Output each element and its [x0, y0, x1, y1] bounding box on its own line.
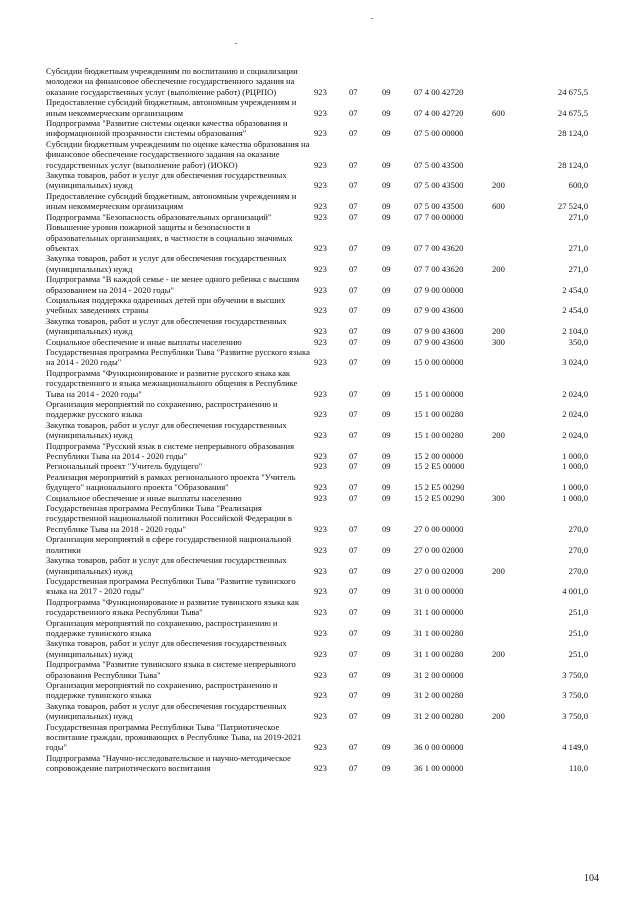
- row-section: 07: [349, 482, 358, 493]
- row-amount: 27 524,0: [557, 201, 588, 212]
- table-row: [46, 399, 588, 420]
- row-subsection: 09: [382, 357, 391, 368]
- row-section: 07: [349, 86, 358, 97]
- row-name: Подпрограмма "Развитие тувинского языка в системе непрерывного образования Республики Тыва": [46, 659, 296, 680]
- table-row: [46, 66, 588, 97]
- row-subsection: 09: [382, 128, 391, 139]
- row-section: 07: [349, 263, 358, 274]
- row-name: Подпрограмма "Развитие системы оценки качества образования и информационной прозрачности системы образования": [46, 118, 288, 139]
- row-expense-type: 200: [492, 180, 505, 191]
- budget-table-body: [46, 66, 588, 774]
- row-subsection: 09: [382, 523, 391, 534]
- row-expense-type: [492, 139, 532, 170]
- row-name: Закупка товаров, работ и услуг для обеспечения государственных (муниципальных) нужд: [46, 253, 287, 274]
- row-name: Государственная программа Республики Тыва "Развитие русского языка на 2014 - 2020 годы": [46, 346, 310, 368]
- row-name: Социальное обеспечение и иные выплаты населению: [46, 336, 242, 347]
- row-name: Подпрограмма "Безопасность образовательных организаций": [46, 211, 272, 222]
- row-subsection: 09: [382, 586, 391, 597]
- row-expense-type: [492, 368, 532, 399]
- row-target-article: 31 2 00 00280: [414, 711, 464, 722]
- row-subsection: 09: [382, 201, 391, 212]
- scan-speck: [371, 18, 373, 19]
- row-target-article: 36 0 00 00000: [414, 742, 464, 753]
- row-subsection: 09: [382, 763, 391, 774]
- row-expense-type: [492, 503, 532, 534]
- scan-speck: [235, 43, 237, 44]
- row-grbs: 923: [314, 86, 327, 97]
- row-amount: 2 024,0: [562, 388, 588, 399]
- row-subsection: 09: [382, 430, 391, 441]
- row-amount: 4 001,0: [562, 586, 588, 597]
- row-expense-type: 200: [492, 648, 505, 659]
- table-row: [46, 472, 588, 493]
- row-expense-type: [492, 274, 532, 295]
- row-expense-type: [492, 472, 532, 493]
- row-name: Подпрограмма "Русский язык в системе непрерывного образования Республики Тыва на 2014 - 2020 годы": [46, 440, 295, 462]
- row-target-article: 07 4 00 42720: [414, 86, 464, 97]
- row-section: 07: [349, 128, 358, 139]
- row-target-article: 31 2 00 00280: [414, 690, 464, 701]
- row-target-article: 31 0 00 00000: [414, 586, 464, 597]
- table-row: [46, 722, 588, 753]
- row-section: 07: [349, 201, 358, 212]
- row-amount: 1 000,0: [562, 492, 588, 503]
- row-subsection: 09: [382, 336, 391, 347]
- row-expense-type: [492, 295, 532, 316]
- row-target-article: 07 5 00 43500: [414, 201, 464, 212]
- row-expense-type: [492, 534, 532, 555]
- row-grbs: 923: [314, 211, 327, 222]
- row-section: 07: [349, 326, 358, 337]
- row-section: 07: [349, 669, 358, 680]
- row-expense-type: [492, 597, 532, 618]
- budget-table: [46, 66, 588, 774]
- row-subsection: 09: [382, 565, 391, 576]
- row-subsection: 09: [382, 180, 391, 191]
- row-section: 07: [349, 461, 358, 472]
- row-name: Региональный проект "Учитель будущего": [46, 461, 203, 472]
- row-grbs: 923: [314, 607, 327, 618]
- row-name: Социальное обеспечение и иные выплаты населению: [46, 492, 242, 503]
- row-name: Организация мероприятий по сохранению, распространению и поддержке тувинского языка: [46, 617, 278, 638]
- row-section: 07: [349, 388, 358, 399]
- row-expense-type: [492, 118, 532, 139]
- row-subsection: 09: [382, 711, 391, 722]
- row-amount: 270,0: [568, 523, 588, 534]
- row-amount: 24 675,5: [557, 86, 588, 97]
- row-amount: 271,0: [568, 263, 588, 274]
- row-grbs: 923: [314, 461, 327, 472]
- row-amount: 271,0: [568, 211, 588, 222]
- table-row: [46, 368, 588, 399]
- row-target-article: 07 9 00 43600: [414, 326, 464, 337]
- row-subsection: 09: [382, 451, 391, 462]
- row-target-article: 07 5 00 43500: [414, 180, 464, 191]
- row-expense-type: 200: [492, 263, 505, 274]
- table-row: [46, 618, 588, 639]
- row-target-article: 07 5 00 00000: [414, 128, 464, 139]
- row-amount: 2 024,0: [562, 430, 588, 441]
- row-expense-type: 200: [492, 565, 505, 576]
- row-expense-type: [492, 753, 532, 774]
- table-row: [46, 659, 588, 680]
- row-section: 07: [349, 565, 358, 576]
- row-section: 07: [349, 690, 358, 701]
- row-amount: 251,0: [568, 627, 588, 638]
- row-name: Государственная программа Республики Тыва "Развитие тувинского языка на 2017 - 2020 годы": [46, 575, 296, 597]
- row-subsection: 09: [382, 263, 391, 274]
- table-row: [46, 118, 588, 139]
- row-name: Субсидии бюджетным учреждениям по оценке качества образования на финансовое обеспечение государственного задания на оказание государственных услуг (выполнение работ) (ИОКО): [46, 138, 310, 170]
- row-expense-type: 200: [492, 430, 505, 441]
- row-name: Закупка товаров, работ и услуг для обеспечения государственных (муниципальных) нужд: [46, 419, 287, 441]
- row-amount: 271,0: [568, 242, 588, 253]
- row-section: 07: [349, 284, 358, 295]
- row-subsection: 09: [382, 492, 391, 503]
- row-grbs: 923: [314, 648, 327, 659]
- row-section: 07: [349, 763, 358, 774]
- row-amount: 1 000,0: [562, 451, 588, 462]
- table-row: [46, 170, 588, 191]
- row-target-article: 27 0 00 00000: [414, 523, 464, 534]
- row-name: Реализация мероприятий в рамках регионального проекта "Учитель будущего" национального проекта "Образования": [46, 471, 296, 493]
- row-target-article: 31 1 00 00000: [414, 607, 464, 618]
- row-name: Субсидии бюджетным учреждениям по воспитанию и социализации молодежи на финансовое обеспечение государственного задания на оказание государственных услуг (выполнение работ) (РЦРПО): [46, 66, 298, 97]
- row-section: 07: [349, 742, 358, 753]
- table-row: [46, 753, 588, 774]
- row-name: Подпрограмма "Научно-исследовательское и научно-методическое сопровождение патриотического воспитания: [46, 752, 291, 774]
- row-grbs: 923: [314, 627, 327, 638]
- row-target-article: 07 4 00 42720: [414, 107, 464, 118]
- row-name: Предоставление субсидий бюджетным, автономным учреждениям и иным некоммерческим организациям: [46, 97, 297, 118]
- row-grbs: 923: [314, 523, 327, 534]
- row-amount: 3 024,0: [562, 357, 588, 368]
- row-grbs: 923: [314, 409, 327, 420]
- table-row: [46, 191, 588, 212]
- row-name: Организация мероприятий в сфере государственной национальной политики: [46, 534, 292, 555]
- row-section: 07: [349, 430, 358, 441]
- row-grbs: 923: [314, 763, 327, 774]
- row-subsection: 09: [382, 242, 391, 253]
- row-grbs: 923: [314, 159, 327, 170]
- row-subsection: 09: [382, 388, 391, 399]
- row-section: 07: [349, 242, 358, 253]
- row-amount: 270,0: [568, 544, 588, 555]
- row-amount: 28 124,0: [557, 159, 588, 170]
- row-expense-type: [492, 722, 532, 753]
- row-amount: 24 675,5: [557, 107, 588, 118]
- row-expense-type: [492, 461, 532, 471]
- table-row: [46, 139, 588, 170]
- table-row: [46, 347, 588, 368]
- row-section: 07: [349, 305, 358, 316]
- page-number: 104: [584, 873, 599, 884]
- row-grbs: 923: [314, 180, 327, 191]
- table-row: [46, 420, 588, 441]
- row-grbs: 923: [314, 742, 327, 753]
- row-target-article: 15 2 E5 00290: [414, 482, 465, 493]
- row-subsection: 09: [382, 107, 391, 118]
- row-section: 07: [349, 159, 358, 170]
- row-expense-type: [492, 222, 532, 253]
- table-row: [46, 680, 588, 701]
- row-expense-type: 200: [492, 326, 505, 337]
- row-grbs: 923: [314, 482, 327, 493]
- row-expense-type: 600: [492, 107, 505, 118]
- row-grbs: 923: [314, 586, 327, 597]
- row-amount: 2 454,0: [562, 305, 588, 316]
- row-expense-type: 300: [492, 336, 505, 347]
- row-target-article: 27 0 00 02000: [414, 565, 464, 576]
- row-name: Закупка товаров, работ и услуг для обеспечения государственных (муниципальных) нужд: [46, 315, 287, 337]
- row-target-article: 07 9 00 00000: [414, 284, 464, 295]
- row-grbs: 923: [314, 711, 327, 722]
- row-name: Организация мероприятий по сохранению, распространению и поддержке тувинского языка: [46, 679, 278, 701]
- row-name: Закупка товаров, работ и услуг для обеспечения государственных (муниципальных) нужд: [46, 170, 287, 191]
- row-target-article: 15 1 00 00280: [414, 409, 464, 420]
- row-grbs: 923: [314, 305, 327, 316]
- row-subsection: 09: [382, 305, 391, 316]
- row-amount: 251,0: [568, 648, 588, 659]
- table-row: [46, 503, 588, 534]
- row-subsection: 09: [382, 284, 391, 295]
- row-expense-type: [492, 618, 532, 639]
- row-amount: 270,0: [568, 565, 588, 576]
- row-target-article: 31 2 00 00000: [414, 669, 464, 680]
- row-amount: 2 104,0: [562, 326, 588, 337]
- row-grbs: 923: [314, 565, 327, 576]
- row-target-article: 36 1 00 00000: [414, 763, 464, 774]
- row-grbs: 923: [314, 492, 327, 503]
- row-amount: 3 750,0: [562, 711, 588, 722]
- row-expense-type: [492, 576, 532, 597]
- row-grbs: 923: [314, 336, 327, 347]
- row-subsection: 09: [382, 211, 391, 222]
- row-amount: 4 149,0: [562, 742, 588, 753]
- row-subsection: 09: [382, 409, 391, 420]
- table-row: [46, 597, 588, 618]
- row-name: Подпрограмма "Функционирование и развитие русского языка как государственного и языка межнационального общения в Республике Тыва на 2014 - 2020 годы": [46, 367, 298, 399]
- row-expense-type: [492, 66, 532, 97]
- row-subsection: 09: [382, 690, 391, 701]
- row-target-article: 07 5 00 43500: [414, 159, 464, 170]
- row-subsection: 09: [382, 544, 391, 555]
- row-name: Организация мероприятий по сохранению, распространению и поддержке русского языка: [46, 399, 278, 420]
- row-name: Государственная программа Республики Тыва "Патриотическое воспитание граждан, проживающих в Республике Тыва, на 2019-2021 годы": [46, 721, 302, 753]
- table-row: [46, 212, 588, 222]
- row-grbs: 923: [314, 201, 327, 212]
- row-section: 07: [349, 711, 358, 722]
- row-expense-type: [492, 441, 532, 462]
- row-section: 07: [349, 180, 358, 191]
- row-amount: 110,0: [568, 763, 588, 774]
- table-row: [46, 337, 588, 347]
- row-subsection: 09: [382, 648, 391, 659]
- row-subsection: 09: [382, 86, 391, 97]
- row-grbs: 923: [314, 430, 327, 441]
- row-grbs: 923: [314, 107, 327, 118]
- row-section: 07: [349, 409, 358, 420]
- row-target-article: 15 2 E5 00290: [414, 492, 465, 503]
- table-row: [46, 316, 588, 337]
- row-target-article: 15 2 E5 00000: [414, 461, 465, 472]
- row-target-article: 31 1 00 00280: [414, 627, 464, 638]
- table-row: [46, 461, 588, 471]
- row-section: 07: [349, 107, 358, 118]
- row-name: Закупка товаров, работ и услуг для обеспечения государственных (муниципальных) нужд: [46, 555, 287, 576]
- row-target-article: 15 0 00 00000: [414, 357, 464, 368]
- row-subsection: 09: [382, 326, 391, 337]
- row-amount: 1 000,0: [562, 482, 588, 493]
- table-row: [46, 638, 588, 659]
- row-expense-type: 300: [492, 492, 505, 503]
- row-section: 07: [349, 648, 358, 659]
- row-target-article: 15 1 00 00280: [414, 430, 464, 441]
- row-section: 07: [349, 627, 358, 638]
- row-section: 07: [349, 586, 358, 597]
- row-section: 07: [349, 523, 358, 534]
- table-row: [46, 295, 588, 316]
- row-target-article: 15 1 00 00000: [414, 388, 464, 399]
- row-expense-type: [492, 347, 532, 368]
- row-target-article: 07 9 00 43600: [414, 305, 464, 316]
- row-name: Закупка товаров, работ и услуг для обеспечения государственных (муниципальных) нужд: [46, 700, 287, 722]
- table-row: [46, 97, 588, 118]
- row-target-article: 07 7 00 00000: [414, 211, 464, 222]
- row-grbs: 923: [314, 544, 327, 555]
- row-target-article: 07 7 00 43620: [414, 263, 464, 274]
- table-row: [46, 493, 588, 503]
- row-amount: 2 024,0: [562, 409, 588, 420]
- table-row: [46, 274, 588, 295]
- row-amount: 28 124,0: [557, 128, 588, 139]
- row-section: 07: [349, 336, 358, 347]
- row-name: Социальная поддержка одаренных детей при обучении в высших учебных заведениях страны: [46, 294, 286, 316]
- row-grbs: 923: [314, 128, 327, 139]
- row-name: Повышение уровня пожарной защиты и безопасности в образовательных организациях, в частности в социально значимых объектах: [46, 222, 293, 253]
- row-target-article: 15 2 00 00000: [414, 451, 464, 462]
- table-row: [46, 576, 588, 597]
- row-name: Предоставление субсидий бюджетным, автономным учреждениям и иным некоммерческим организациям: [46, 190, 297, 212]
- row-grbs: 923: [314, 690, 327, 701]
- row-section: 07: [349, 211, 358, 222]
- row-name: Государственная программа Республики Тыва "Реализация государственной национальной политики Российской Федерации в Республике Тыва на 2018 - 2020 годы": [46, 503, 292, 534]
- row-section: 07: [349, 544, 358, 555]
- row-grbs: 923: [314, 451, 327, 462]
- row-amount: 350,0: [568, 336, 588, 347]
- row-name: Подпрограмма "Функционирование и развитие тувинского языка как государственного языка Республики Тыва": [46, 596, 300, 618]
- row-expense-type: [492, 680, 532, 701]
- row-grbs: 923: [314, 357, 327, 368]
- row-name: Подпрограмма "В каждой семье - не менее одного ребенка с высшим образованием на 2014 - 2020 годы": [46, 274, 300, 295]
- row-grbs: 923: [314, 284, 327, 295]
- row-grbs: 923: [314, 263, 327, 274]
- table-row: [46, 222, 588, 253]
- table-row: [46, 534, 588, 555]
- row-section: 07: [349, 607, 358, 618]
- table-row: [46, 701, 588, 722]
- row-subsection: 09: [382, 607, 391, 618]
- row-target-article: 07 7 00 43620: [414, 242, 464, 253]
- row-expense-type: [492, 659, 532, 680]
- row-subsection: 09: [382, 742, 391, 753]
- row-amount: 1 000,0: [562, 461, 588, 472]
- row-subsection: 09: [382, 482, 391, 493]
- row-amount: 2 454,0: [562, 284, 588, 295]
- row-section: 07: [349, 451, 358, 462]
- row-name: Закупка товаров, работ и услуг для обеспечения государственных (муниципальных) нужд: [46, 638, 287, 659]
- row-grbs: 923: [314, 242, 327, 253]
- row-expense-type: [492, 399, 532, 420]
- row-expense-type: 600: [492, 201, 505, 212]
- row-grbs: 923: [314, 388, 327, 399]
- table-row: [46, 253, 588, 274]
- table-row: [46, 441, 588, 462]
- table-row: [46, 555, 588, 576]
- row-subsection: 09: [382, 159, 391, 170]
- row-subsection: 09: [382, 627, 391, 638]
- row-amount: 600,0: [568, 180, 588, 191]
- row-expense-type: [492, 212, 532, 222]
- row-amount: 3 750,0: [562, 690, 588, 701]
- row-amount: 251,0: [568, 607, 588, 618]
- row-expense-type: 200: [492, 711, 505, 722]
- row-subsection: 09: [382, 669, 391, 680]
- row-grbs: 923: [314, 669, 327, 680]
- row-subsection: 09: [382, 461, 391, 472]
- row-section: 07: [349, 492, 358, 503]
- row-target-article: 31 1 00 00280: [414, 648, 464, 659]
- row-section: 07: [349, 357, 358, 368]
- row-target-article: 27 0 00 02000: [414, 544, 464, 555]
- row-amount: 3 750,0: [562, 669, 588, 680]
- row-target-article: 07 9 00 43600: [414, 336, 464, 347]
- row-grbs: 923: [314, 326, 327, 337]
